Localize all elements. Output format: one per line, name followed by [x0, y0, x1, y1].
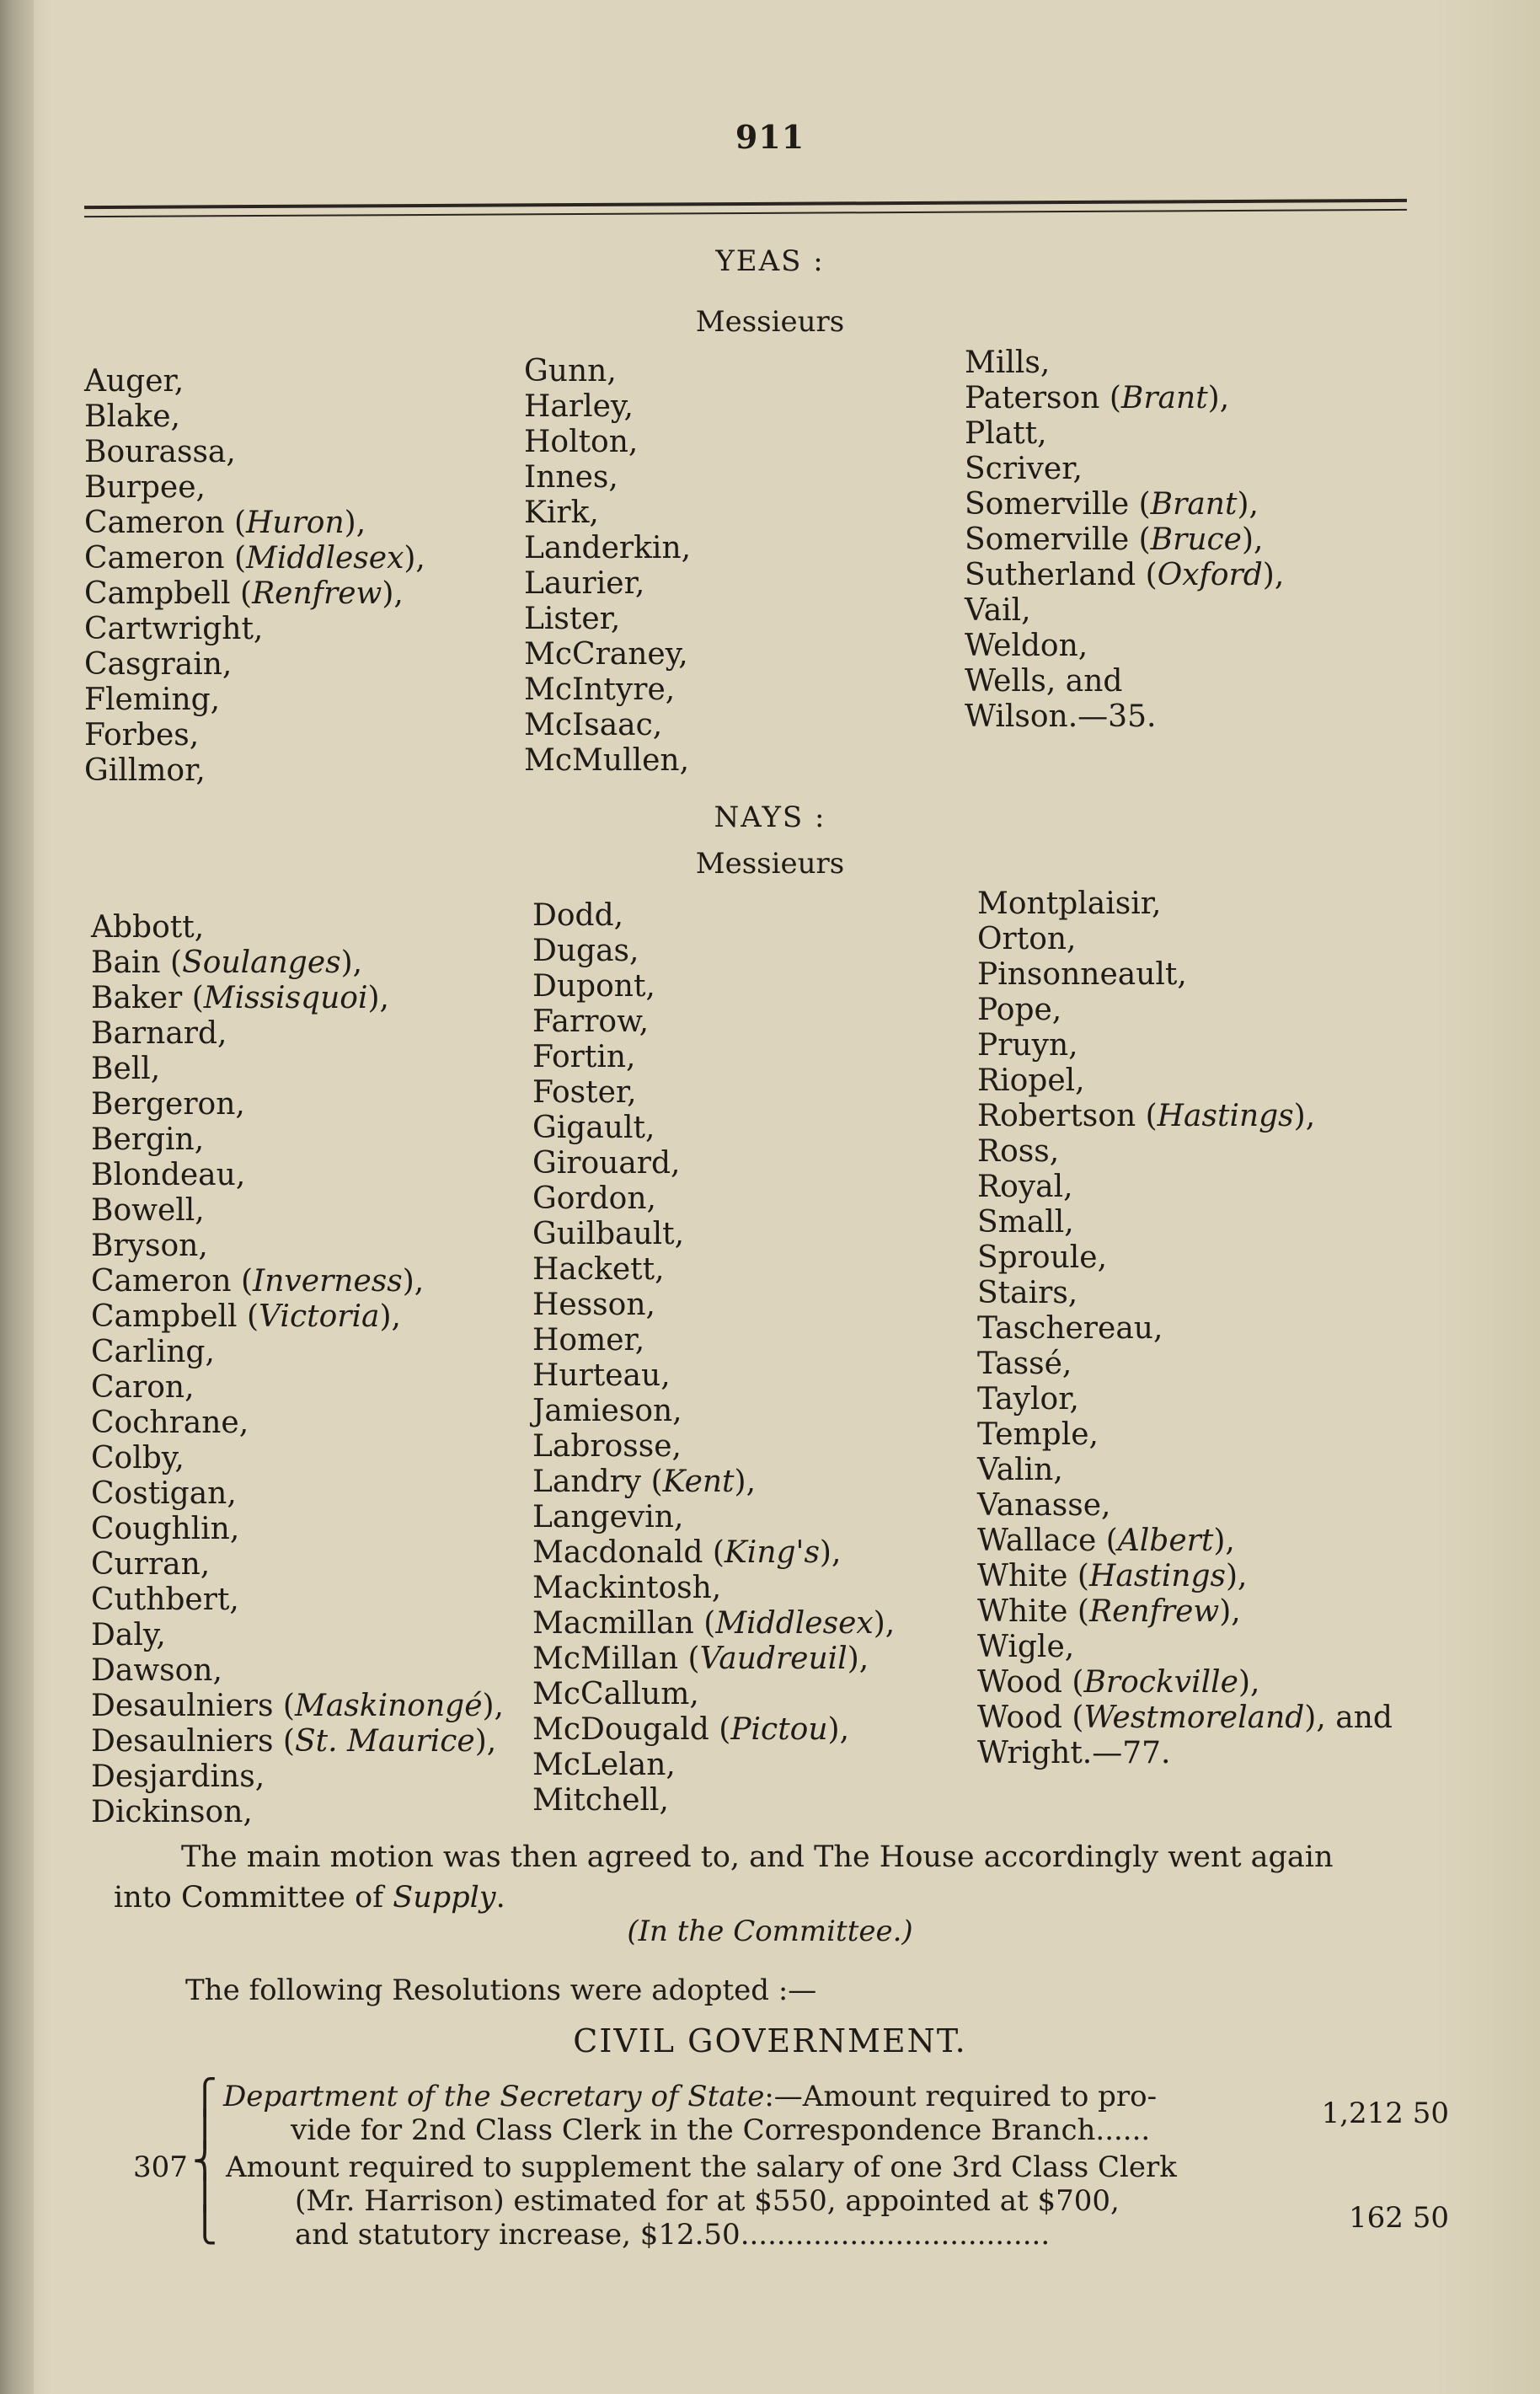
member-name: Desaulniers (Maskinongé), [91, 1689, 505, 1723]
yeas-heading: YEAS : [715, 244, 825, 278]
member-name: Robertson (Hastings), [977, 1099, 1316, 1133]
member-name: Pinsonneault, [977, 957, 1187, 992]
member-name: Macdonald (King's), [532, 1535, 842, 1570]
member-name: Mills, [965, 345, 1051, 380]
resolution-number: 307 [133, 2150, 188, 2184]
main-motion-line-1: The main motion was then agreed to, and The House accordingly went again [181, 1840, 1334, 1874]
member-name: Platt, [965, 416, 1047, 451]
member-name: Daly, [91, 1618, 166, 1652]
member-name: Dawson, [91, 1653, 222, 1688]
resolution-item-1-line-1 [223, 2080, 1157, 2113]
main-motion-line-2-prefix: into Committee of [114, 1881, 393, 1915]
member-name: Weldon, [965, 629, 1088, 663]
member-name: McMillan (Vaudreuil), [532, 1642, 869, 1676]
member-name: McCraney, [524, 637, 688, 672]
member-name: Wood (Brockville), [977, 1665, 1260, 1700]
member-name: Barnard, [91, 1016, 227, 1051]
member-name: McIsaac, [524, 708, 663, 742]
resolution-brace: ⎧ ⎪ ⎨ ⎪ ⎩ [192, 2078, 217, 2245]
member-name: Dickinson, [91, 1795, 253, 1829]
member-name: Colby, [91, 1441, 184, 1475]
member-name: Kirk, [524, 495, 599, 530]
member-name: Homer, [532, 1323, 645, 1358]
member-name: Sproule, [977, 1240, 1108, 1275]
in-committee-note: (In the Committee.) [627, 1915, 913, 1948]
member-name: McIntyre, [524, 672, 676, 707]
member-name: McLelan, [532, 1748, 676, 1782]
member-name: Caron, [91, 1370, 195, 1405]
member-name: Gillmor, [84, 753, 206, 788]
member-name: Laurier, [524, 566, 645, 601]
resolution-item-1-line-1-rest: :—Amount required to pro- [764, 2080, 1158, 2113]
member-name: Jamieson, [532, 1394, 682, 1428]
member-name: Tassé, [977, 1347, 1072, 1381]
member-name: Taschereau, [977, 1311, 1163, 1346]
main-motion-paragraph [114, 1837, 1436, 1918]
member-name: Harley, [524, 389, 634, 424]
member-name: Baker (Missisquoi), [91, 981, 389, 1015]
member-name: Hurteau, [532, 1358, 671, 1393]
page-number: 911 [735, 118, 805, 156]
member-name: Lister, [524, 602, 621, 636]
member-name: Ross, [977, 1134, 1060, 1169]
resolution-item-2-line-1: Amount required to supplement the salary of one 3rd Class Clerk [226, 2150, 1177, 2184]
resolution-item-1-line-2: vide for 2nd Class Clerk in the Correspondence Branch...... [291, 2113, 1151, 2147]
member-name: Bell, [91, 1052, 161, 1086]
nays-subheading: Messieurs [695, 847, 845, 881]
member-name: McMullen, [524, 743, 690, 778]
member-name: Hackett, [532, 1252, 665, 1287]
member-name: Casgrain, [84, 647, 233, 682]
member-name: Montplaisir, [977, 886, 1162, 921]
member-name: Abbott, [91, 910, 205, 945]
member-name: Vail, [965, 593, 1031, 628]
member-name: Innes, [524, 460, 618, 495]
member-name: Labrosse, [532, 1429, 682, 1464]
member-name: Fortin, [532, 1040, 636, 1074]
member-name: Gordon, [532, 1181, 656, 1216]
member-name: Valin, [977, 1453, 1063, 1487]
member-name: Cameron (Huron), [84, 506, 366, 540]
member-name: Coughlin, [91, 1512, 240, 1546]
member-name: Campbell (Renfrew), [84, 576, 404, 611]
member-name: Farrow, [532, 1004, 650, 1039]
yeas-subheading: Messieurs [695, 305, 845, 339]
resolution-item-1-amount: 1,212 50 [1321, 2097, 1449, 2130]
member-name: Forbes, [84, 718, 200, 752]
resolution-item-2-amount: 162 50 [1349, 2201, 1449, 2235]
member-name: Bain (Soulanges), [91, 945, 363, 980]
header-rule-thin [84, 209, 1407, 217]
yeas-column-3 [965, 345, 1284, 735]
member-name: Bourassa, [84, 435, 236, 469]
member-name: Pruyn, [977, 1028, 1078, 1063]
member-name: Cameron (Middlesex), [84, 541, 425, 576]
member-name: Wood (Westmoreland), and [977, 1700, 1393, 1735]
member-name: White (Renfrew), [977, 1594, 1241, 1629]
nays-column-1 [91, 910, 504, 1830]
member-name: Desjardins, [91, 1759, 265, 1794]
member-name: Foster, [532, 1075, 637, 1110]
member-name: Costigan, [91, 1476, 237, 1511]
member-name: Somerville (Bruce), [965, 522, 1264, 557]
member-name: McDougald (Pictou), [532, 1712, 850, 1747]
member-name: Gigault, [532, 1111, 655, 1145]
member-name: Mackintosh, [532, 1571, 722, 1605]
resolution-item-1-department: Department of the Secretary of State [223, 2080, 765, 2113]
nays-column-2 [532, 898, 895, 1818]
member-name: Somerville (Brant), [965, 487, 1259, 522]
member-name: Gunn, [524, 354, 617, 388]
member-name: Dodd, [532, 898, 624, 933]
member-name: McCallum, [532, 1677, 699, 1711]
member-name: Bergin, [91, 1122, 205, 1157]
member-name: Temple, [977, 1417, 1099, 1452]
member-name: Wells, and [965, 664, 1123, 699]
member-name: Blake, [84, 399, 180, 434]
member-name: Dugas, [532, 934, 639, 968]
member-name: Holton, [524, 425, 639, 459]
member-name: Cuthbert, [91, 1583, 239, 1617]
member-name: Wigle, [977, 1630, 1075, 1664]
member-name: Sutherland (Oxford), [965, 558, 1285, 592]
member-name: Taylor, [977, 1382, 1079, 1417]
nays-column-3 [977, 886, 1393, 1771]
nays-heading: NAYS : [714, 801, 826, 834]
member-name: Wright.—77. [977, 1736, 1171, 1770]
member-name: Bowell, [91, 1193, 205, 1228]
member-name: Guilbault, [532, 1217, 685, 1251]
resolutions-intro: The following Resolutions were adopted :— [185, 1974, 817, 2007]
member-name: Orton, [977, 922, 1077, 956]
member-name: Blondeau, [91, 1158, 246, 1192]
member-name: Cochrane, [91, 1406, 249, 1440]
member-name: Bergeron, [91, 1087, 245, 1122]
resolution-item-2-line-2: (Mr. Harrison) estimated for at $550, appointed at $700, [295, 2184, 1120, 2218]
member-name: Vanasse, [977, 1488, 1111, 1523]
member-name: Scriver, [965, 452, 1083, 486]
member-name: Cartwright, [84, 612, 264, 646]
member-name: Burpee, [84, 470, 206, 505]
member-name: White (Hastings), [977, 1559, 1248, 1593]
member-name: Cameron (Inverness), [91, 1264, 425, 1299]
member-name: Carling, [91, 1335, 215, 1369]
member-name: Desaulniers (St. Maurice), [91, 1724, 497, 1759]
section-title: CIVIL GOVERNMENT. [573, 2022, 967, 2059]
resolution-item-2-line-3: and statutory increase, $12.50.................................. [295, 2218, 1051, 2252]
member-name: Dupont, [532, 969, 655, 1004]
member-name: Wallace (Albert), [977, 1524, 1235, 1558]
member-name: Wilson.—35. [965, 699, 1157, 734]
member-name: Landerkin, [524, 531, 692, 565]
member-name: Curran, [91, 1547, 211, 1582]
member-name: Campbell (Victoria), [91, 1299, 401, 1334]
main-motion-line-2 [114, 1877, 1436, 1918]
yeas-column-1 [84, 364, 425, 789]
yeas-column-2 [524, 354, 691, 779]
member-name: Girouard, [532, 1146, 681, 1181]
member-name: Bryson, [91, 1229, 208, 1263]
member-name: Royal, [977, 1170, 1073, 1204]
member-name: Small, [977, 1205, 1074, 1240]
main-motion-line-2-suffix: . [495, 1881, 505, 1915]
member-name: Paterson (Brant), [965, 381, 1230, 415]
member-name: Hesson, [532, 1288, 655, 1322]
member-name: Langevin, [532, 1500, 684, 1534]
member-name: Riopel, [977, 1063, 1085, 1098]
member-name: Auger, [84, 364, 184, 399]
main-motion-line-2-italic: Supply [393, 1881, 496, 1915]
member-name: Macmillan (Middlesex), [532, 1606, 896, 1641]
member-name: Pope, [977, 993, 1062, 1027]
member-name: Stairs, [977, 1276, 1078, 1310]
header-rule-thick [84, 199, 1407, 209]
member-name: Mitchell, [532, 1783, 669, 1818]
member-name: Landry (Kent), [532, 1465, 757, 1499]
member-name: Fleming, [84, 683, 221, 717]
